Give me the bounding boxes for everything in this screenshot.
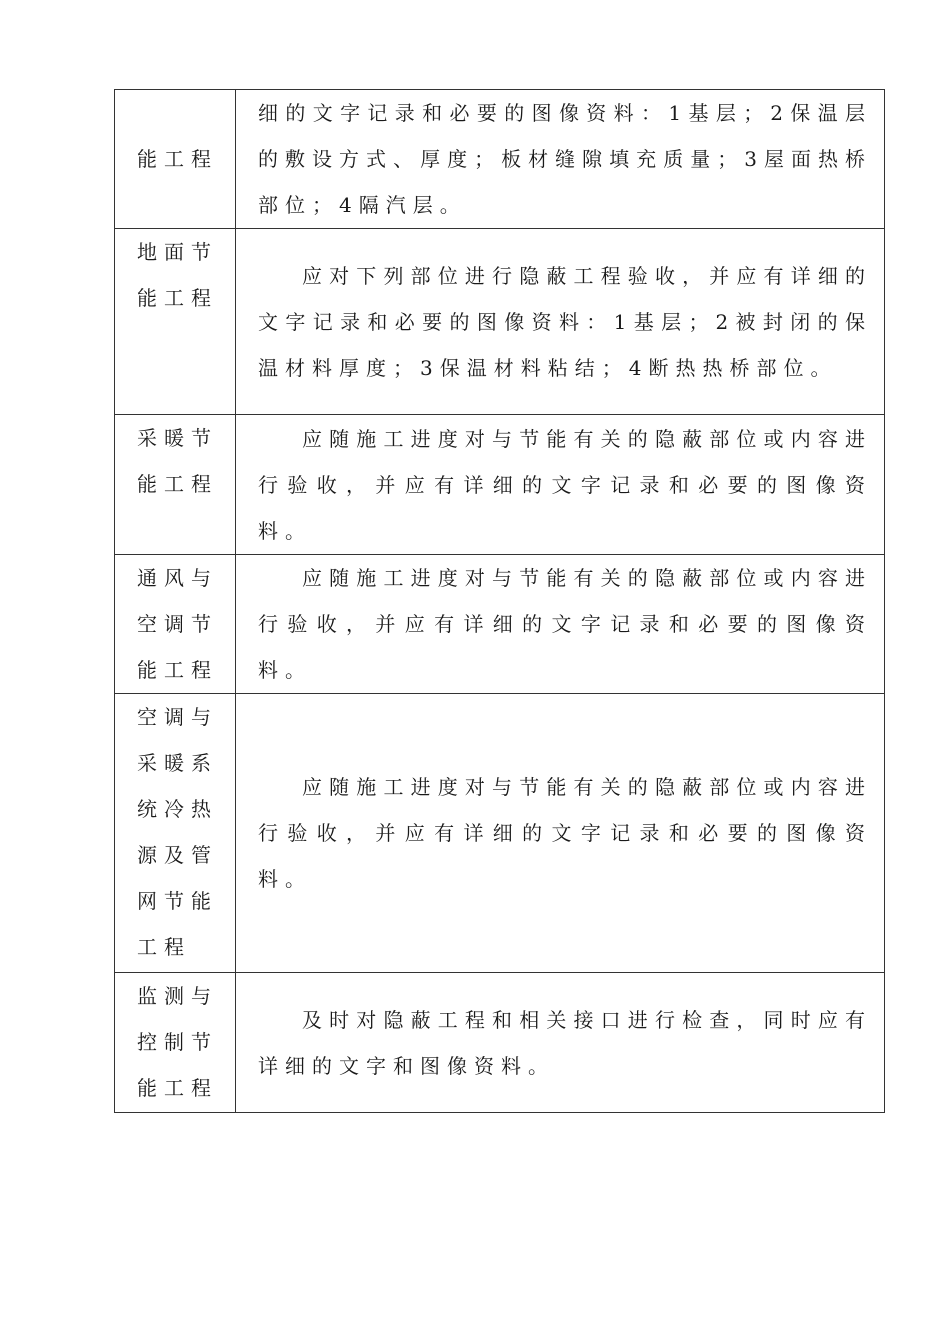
concealed-works-table bbox=[114, 89, 885, 1113]
category-cell bbox=[115, 555, 236, 694]
description-cell bbox=[236, 694, 885, 973]
description-cell bbox=[236, 973, 885, 1113]
description-cell bbox=[236, 415, 885, 555]
description-text: 及时对隐蔽工程和相关接口进行检查，同时应有详细的文字和图像资料。 bbox=[258, 1007, 872, 1078]
category-cell bbox=[115, 694, 236, 973]
category-label: 通风与空调节能工程 bbox=[137, 566, 218, 682]
description-text: 应对下列部位进行隐蔽工程验收，并应有详细的文字记录和必要的图像资料：1基层；2被封闭的保温材料厚度；3保温材料粘结；4断热热桥部位。 bbox=[258, 263, 872, 380]
table-row bbox=[115, 229, 885, 415]
table-row bbox=[115, 90, 885, 229]
description-cell bbox=[236, 229, 885, 415]
category-label: 采暖节能工程 bbox=[137, 426, 218, 496]
description-text: 应随施工进度对与节能有关的隐蔽部位或内容进行验收，并应有详细的文字记录和必要的图像资料。 bbox=[258, 426, 872, 543]
table-row bbox=[115, 555, 885, 694]
category-label: 地面节能工程 bbox=[137, 240, 218, 310]
category-cell bbox=[115, 90, 236, 229]
description-cell bbox=[236, 555, 885, 694]
description-text: 细的文字记录和必要的图像资料：1基层；2保温层的敷设方式、厚度；板材缝隙填充质量；3屋面热桥部位；4隔汽层。 bbox=[258, 101, 872, 217]
description-text: 应随施工进度对与节能有关的隐蔽部位或内容进行验收，并应有详细的文字记录和必要的图像资料。 bbox=[258, 775, 872, 891]
table-row bbox=[115, 694, 885, 973]
description-text: 应随施工进度对与节能有关的隐蔽部位或内容进行验收，并应有详细的文字记录和必要的图像资料。 bbox=[258, 566, 872, 682]
table-row bbox=[115, 973, 885, 1113]
category-cell bbox=[115, 229, 236, 415]
category-cell bbox=[115, 973, 236, 1113]
category-cell bbox=[115, 415, 236, 555]
description-cell bbox=[236, 90, 885, 229]
category-label: 空调与采暖系统冷热源及管网节能工程 bbox=[137, 705, 218, 959]
category-label: 监测与控制节能工程 bbox=[137, 984, 218, 1100]
table-row bbox=[115, 415, 885, 555]
category-label: 能工程 bbox=[137, 147, 218, 171]
